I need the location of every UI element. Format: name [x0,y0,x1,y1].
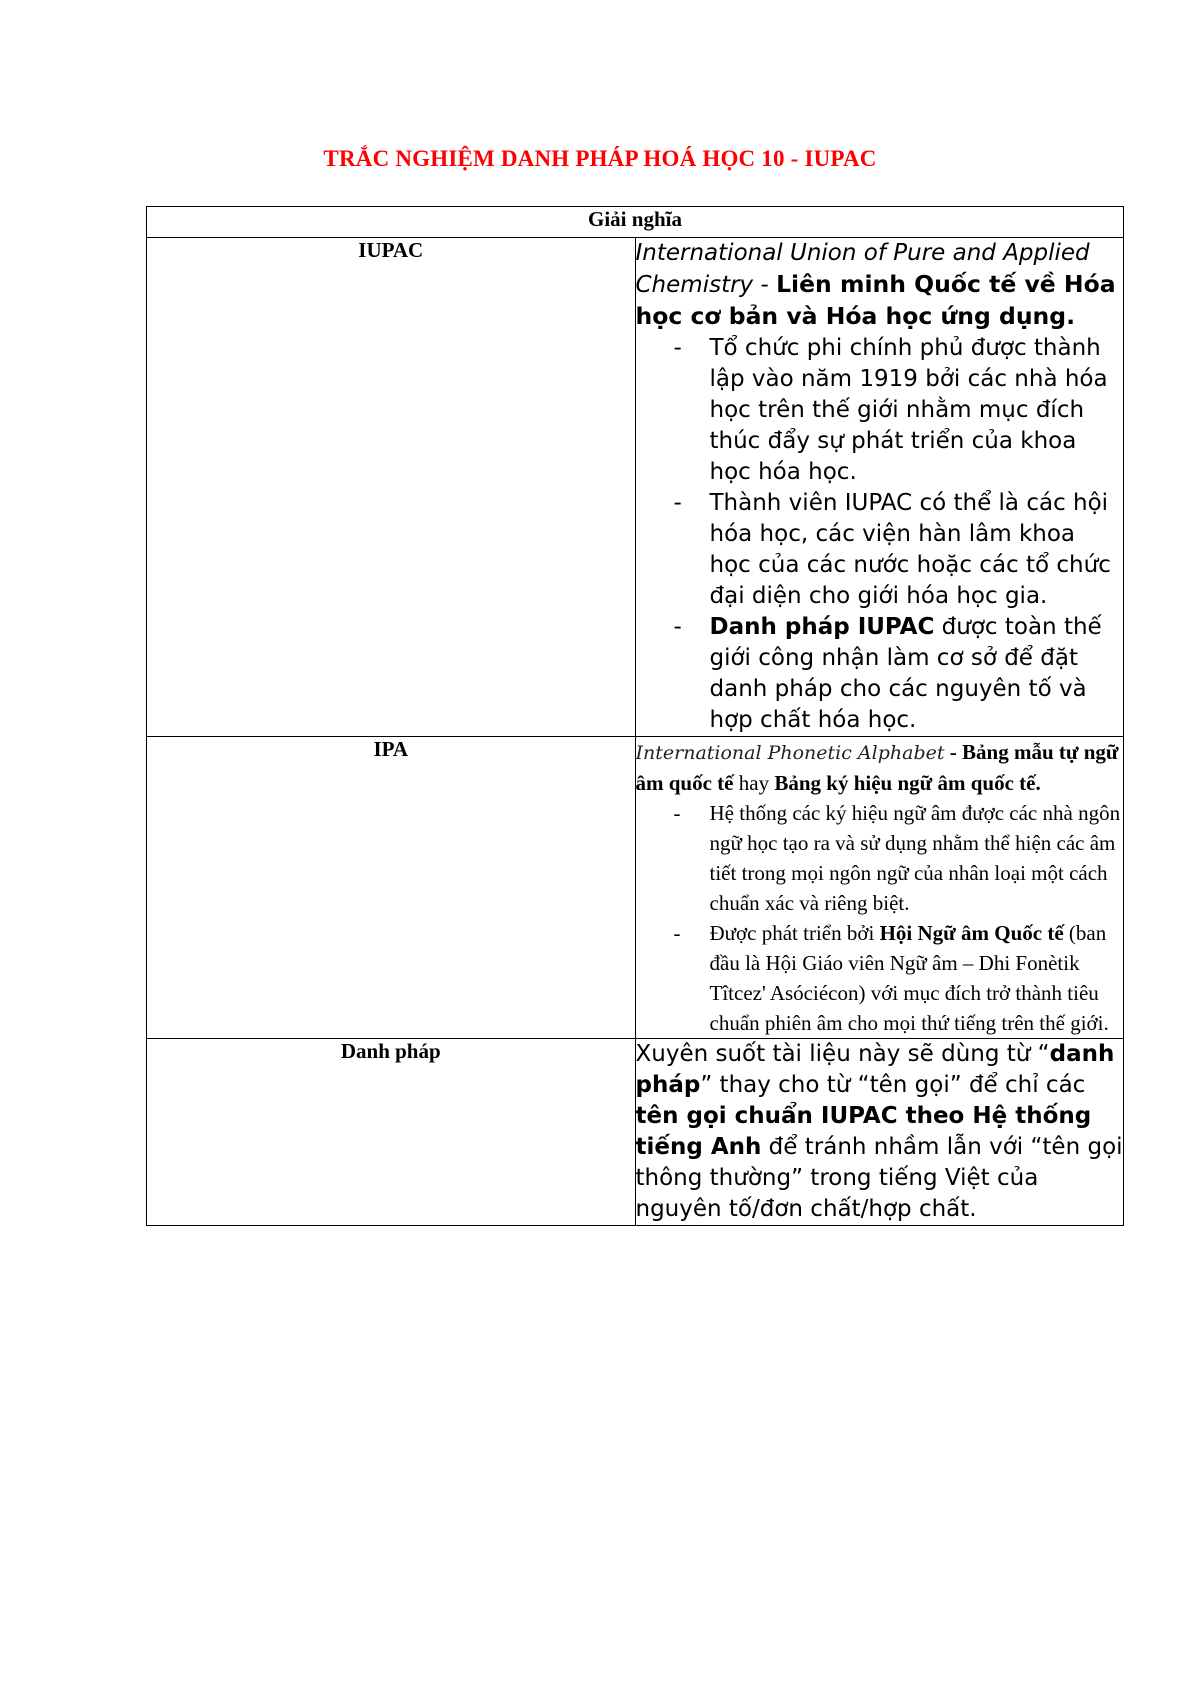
definition-paragraph [636,1039,1124,1225]
definition-intro [636,238,1124,333]
text-run: ” thay cho từ “tên gọi” để chỉ các [700,1072,1086,1098]
term-cell: Danh pháp [147,1039,636,1226]
list-item [710,333,1124,488]
definition-cell [635,737,1124,1039]
term-cell: IUPAC [147,238,636,737]
table-header-row [147,207,1124,238]
list-item-pre: Được phát triển bởi [709,921,880,945]
list-item [710,918,1124,1038]
list-item-bold: Hội Ngữ âm Quốc tế [879,921,1064,945]
intro-separator: - [753,272,777,298]
table-row-ipa [147,737,1124,1039]
text-run-bold: danh pháp [635,1041,1115,1098]
list-item-bold: Danh pháp IUPAC [709,614,935,640]
list-item [710,488,1124,612]
intro-italic: International Phonetic Alphabet [635,742,945,764]
glossary-table [146,206,1124,1226]
definition-cell [635,1039,1124,1226]
intro-italic: International Union of Pure and Applied Chemistry [635,240,1090,298]
text-run-bold: tên gọi chuẩn IUPAC theo Hệ thống tiếng Anh [635,1103,1092,1160]
list-item [710,798,1124,918]
intro-bold: Liên minh Quốc tế về Hóa học cơ bản và Hóa học ứng dụng. [635,270,1116,330]
table-row-danh-phap [147,1039,1124,1226]
list-item-text: (ban đầu là Hội Giáo viên Ngữ âm – Dhi Fonètik Tîtcez' Asóciécon) với mục đích trở thành tiêu chuẩn phiên âm cho mọi thứ tiếng trên thế giới. [709,921,1109,1035]
intro-bold-2: Bảng ký hiệu ngữ âm quốc tế. [774,771,1041,795]
bullet-list [636,798,1124,1038]
table-header: Giải nghĩa [147,207,1124,238]
intro-mid: hay [733,771,775,795]
list-item-text: được toàn thế giới công nhận làm cơ sở để đặt danh pháp cho các nguyên tố và hợp chất hóa học. [709,614,1102,733]
intro-bold: - Bảng mẫu tự ngữ âm quốc tế [635,740,1119,795]
list-item-text: Hệ thống các ký hiệu ngữ âm được các nhà ngôn ngữ học tạo ra và sử dụng nhằm thể hiện các âm tiết trong mọi ngôn ngữ của nhân loại một cách chuẩn xác và riêng biệt. [709,801,1121,915]
list-item-text: Thành viên IUPAC có thể là các hội hóa học, các viện hàn lâm khoa học của các nước hoặc các tổ chức đại diện cho giới hóa học gia. [709,490,1111,609]
definition-intro [636,737,1124,798]
definition-cell [635,238,1124,737]
list-item [710,612,1124,736]
page-title: TRẮC NGHIỆM DANH PHÁP HOÁ HỌC 10 - IUPAC [323,146,877,171]
text-run: để tránh nhầm lẫn với “tên gọi thông thường” trong tiếng Việt của nguyên tố/đơn chất/hợp chất. [635,1134,1123,1222]
list-item-text: Tổ chức phi chính phủ được thành lập vào năm 1919 bởi các nhà hóa học trên thế giới nhằm mục đích thúc đẩy sự phát triển của khoa học hóa học. [709,335,1108,485]
table-row-iupac [147,238,1124,737]
term-cell: IPA [147,737,636,1039]
text-run: Xuyên suốt tài liệu này sẽ dùng từ “ [635,1041,1050,1067]
bullet-list [636,333,1124,736]
